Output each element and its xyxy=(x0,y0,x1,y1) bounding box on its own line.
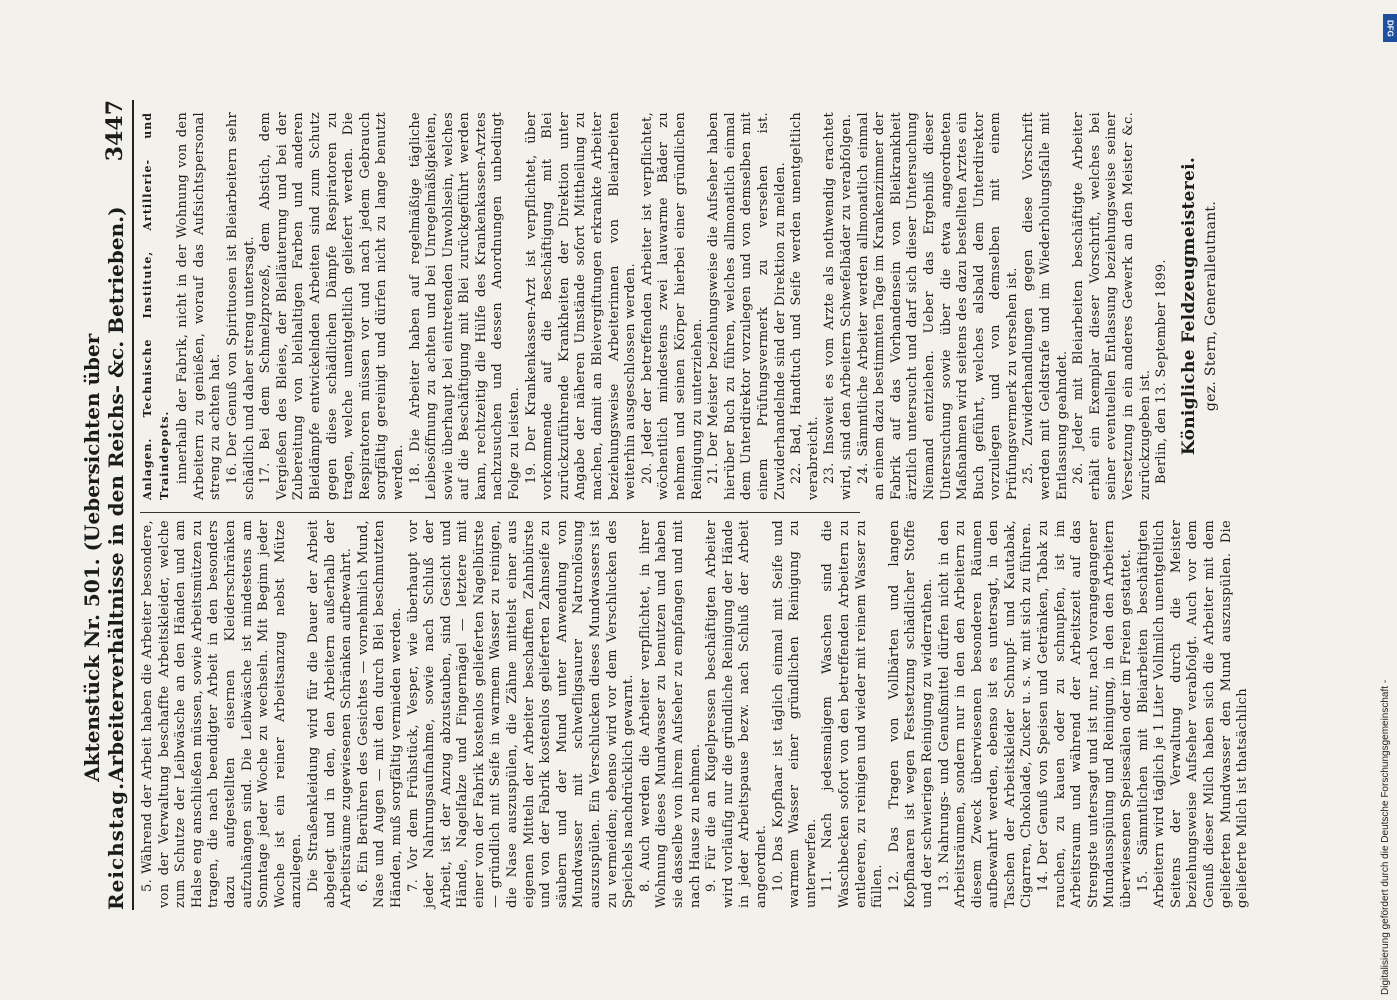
section-heading: Anlagen. Technische Institute, Artillerie- und Traindepots. xyxy=(141,112,171,500)
paragraph: 17. Bei dem Schmelzprozeß, dem Abstich, dem Vergießen des Bleies, der Bleiläuterung und bei der Zubereitung von bleihaltigen Farben und anderen Bleidämpfe entwickelnden Arbeiten sind zum Schutz gegen diese schädlichen Dämpfe Respiratoren zu tragen, welche unentgeltlich geliefert werden. Die Respiratoren müssen vor und nach jedem Gebrauch sorgfältig gereinigt und dürfen nicht zu lange benutzt werden. xyxy=(258,112,406,500)
paragraph: 9. Für die an Kugelpressen beschäftigten Arbeiter wird vorläufig nur die gründliche Reinigung der Hände in jeder Arbeitspause bezw. nach Schluß der Arbeit angeordnet. xyxy=(704,520,769,908)
header-title: Aktenstück Nr. 501. (Uebersichten über Arbeiterverhältnisse in den Reichs- &c. Betrieben.) xyxy=(80,206,128,782)
paragraph: 11. Nach jedesmaligem Waschen sind die Waschbecken sofort von den betreffenden Arbeitern zu entleeren, zu reinigen und wieder mit reinem Wasser zu füllen. xyxy=(820,520,886,908)
paragraph: 19. Der Krankenkassen-Arzt ist verpflichtet, über vorkommende auf die Beschäftigung mit Blei zurückzuführende Krankheiten der Direktion unter Angabe der näheren Umstände sofort Mittheilung zu machen, damit an Bleivergiftungen erkrankte Arbeiter beziehungsweise Arbeiterinnen von Bleiarbeiten weiterhin ausgeschlossen werden. xyxy=(523,112,639,500)
paragraph: 13. Nahrungs- und Genußmittel dürfen nicht in den Arbeitsräumen, sondern nur in den den Arbeitern zu diesem Zweck überwiesenen besonderen Räumen aufbewahrt werden, ebenso ist es untersagt, in den Taschen der Arbeitskleider Schnupf- und Kautabak, Cigarren, Chokolade, Zucker u. s. w. mit sich zu führen. xyxy=(936,520,1035,908)
paragraph: 14. Der Genuß von Speisen und Getränken, Tabak zu rauchen, zu kauen oder zu schnupfen, ist im Arbeitsraum und während der Arbeitszeit auf das Strengste untersagt und ist nur, nach vorangegangener Mundausspülung und Reinigung, in den den Arbeitern überwiesenen Speisesälen oder im Freien gestattet. xyxy=(1036,520,1135,908)
paragraph: 6. Ein Berühren des Gesichtes — vornehmlich Mund, Nase und Augen — mit den durch Blei beschmutzten Händen, muß sorgfältig vermieden werden. xyxy=(355,520,404,908)
paragraph: 8. Auch werden die Arbeiter verpflichtet, in ihrer Wohnung dieses Mundwasser zu benutzen und haben sie dasselbe von ihrem Aufseher zu empfangen und mit nach Hause zu nehmen. xyxy=(637,520,703,908)
paragraph: 15. Sämmtlichen mit Bleiarbeiten beschäftigten Arbeitern wird täglich je 1 Liter Vollmilch unentgeltlich Seitens der Verwaltung durch die Meister beziehungsweise Aufseher verabfolgt. Auch vor dem Genuß dieser Milch haben sich die Arbeiter mit dem gelieferten Mundwasser den Mund auszuspülen. Die gelieferte Milch ist thatsächlich xyxy=(1135,520,1251,908)
place-date: Berlin, den 13. September 1899. xyxy=(1154,259,1170,484)
funding-note: Digitalisierung gefördert durch die Deutsche Forschungsgemeinschaft - xyxy=(1380,679,1391,995)
paragraph: 12. Das Tragen von Vollbärten und langen Kopfhaaren ist wegen Festsetzung schädlicher Stoffe und der schwierigen Reinigung zu widerrathen. xyxy=(886,520,935,908)
paragraph: 23. Insoweit es vom Arzte als nothwendig erachtet wird, sind den Arbeitern Schwefelbäder zu verabfolgen. xyxy=(822,112,854,500)
column-left xyxy=(140,520,1252,908)
paragraph: 24. Sämmtliche Arbeiter werden allmonatlich einmal an einem dazu bestimmten Tage im Krankenzimmer der Fabrik auf das Vorhandensein von Bleikrankheit ärztlich untersucht und darf sich dieser Untersuchung Niemand entziehen. Ueber das Ergebniß dieser Untersuchung sowie über die etwa angeordneten Maßnahmen wird seitens des dazu bestellten Arztes ein Buch geführt, welches alsbald dem Unterdirektor vorzulegen und von demselben mit einem Prüfungsvermerk zu versehen ist. xyxy=(855,112,1020,500)
signature: gez. Stern, Generalleutnant. xyxy=(1203,200,1220,412)
paragraph: 10. Das Kopfhaar ist täglich einmal mit Seife und warmem Wasser einer gründlichen Reinigung zu unterwerfen. xyxy=(770,520,819,908)
page-header xyxy=(80,100,134,910)
paragraph: 25. Zuwiderhandlungen gegen diese Vorschrift werden mit Geldstrafe und im Wiederholungsfalle mit Entlassung geahndet. xyxy=(1021,112,1070,500)
paragraph: 21. Der Meister beziehungsweise die Aufseher haben hierüber Buch zu führen, welches allmonatlich einmal dem Unterdirektor vorzulegen und von demselben mit einem Prüfungsvermerk zu versehen ist. Zuwiderhandelnde sind der Direktion zu melden. xyxy=(706,112,788,500)
paragraph: Die Straßenkleidung wird für die Dauer der Arbeit abgelegt und in den, den Arbeitern außerhalb der Arbeitsräume zugewiesenen Schränken aufbewahrt. xyxy=(305,520,355,908)
paragraph: 22. Bad, Handtuch und Seife werden unentgeltlich verabreicht. xyxy=(789,112,821,500)
paragraph: 20. Jeder der betreffenden Arbeiter ist verpflichtet, wöchentlich mindestens zwei lauwarme Bäder zu nehmen und seinen Körper hierbei einer gründlichen Reinigung zu unterziehen. xyxy=(639,112,705,500)
paragraph: 26. Jeder mit Bleiarbeiten beschäftigte Arbeiter erhält ein Exemplar dieser Vorschrift, welches bei seiner eventuellen Entlassung beziehungsweise seiner Versetzung in ein anderes Gewerk an den Meister &c. zurückzugeben ist. xyxy=(1071,112,1153,500)
header-left: Reichstag. xyxy=(104,781,128,910)
column-right xyxy=(140,112,1220,500)
paragraph: 16. Der Genuß von Spirituosen ist Bleiarbeitern sehr schädlich und daher streng untersagt. xyxy=(224,112,257,500)
paragraph: 18. Die Arbeiter haben auf regelmäßige tägliche Leibesöffnung zu achten und bei Unregelmäßigkeiten, sowie überhaupt bei eintretenden Unwohlsein, welches auf die Beschäftigung mit Blei zurückgeführt werden kann, rechtzeitig die Hülfe des Krankenkassen-Arztes nachzusuchen und dessen Anordnungen unbedingt Folge zu leisten. xyxy=(407,112,523,500)
page-number: 3447 xyxy=(102,100,128,162)
paragraph: 7. Vor dem Frühstück, Vesper, wie überhaupt vor jeder Nahrungsaufnahme, sowie nach Schluß der Arbeit, ist der Anzug abzustauben, sind Gesicht und Hände, Nagelfalze und Fingernägel — letztere mit einer von der Fabrik kostenlos gelieferten Nagelbürste — gründlich mit Seife in warmem Wasser zu reinigen, die Nase auszuspülen, die Zähne mittelst einer aus eigenen Mitteln der Arbeiter beschafften Zahnbürste und von der Fabrik kostenlos gelieferten Zahnseife zu säubern und der Mund unter Anwendung von Mundwasser mit schwefligsaurer Natronlösung auszuspülen. Ein Verschlucken dieses Mundwassers ist zu vermeiden; ebenso wird vor dem Verschlucken des Speichels nachdrücklich gewarnt. xyxy=(405,520,637,908)
dfg-logo: DFG xyxy=(1383,14,1397,42)
column-divider xyxy=(140,512,860,513)
authority: Königliche Feldzeugmeisterei. xyxy=(1178,156,1199,456)
paragraph: 5. Während der Arbeit haben die Arbeiter besondere, von der Verwaltung beschaffte Arbeitskleider, welche zum Schutze der Leibwäsche an den Händen und am Halse eng anschließen müssen, sowie Arbeitsmützen zu tragen, die nach beendigter Arbeit in den besonders dazu aufgestellten eisernen Kleiderschränken aufzuhängen sind. Die Leibwäsche ist mindestens am Sonntage jeder Woche zu wechseln. Mit Beginn jeder Woche ist ein reiner Arbeitsanzug nebst Mütze anzulegen. xyxy=(140,520,305,908)
paragraph: innerhalb der Fabrik, nicht in der Wohnung von den Arbeitern zu genießen, worauf das Aufsichtspersonal streng zu achten hat. xyxy=(175,112,224,500)
